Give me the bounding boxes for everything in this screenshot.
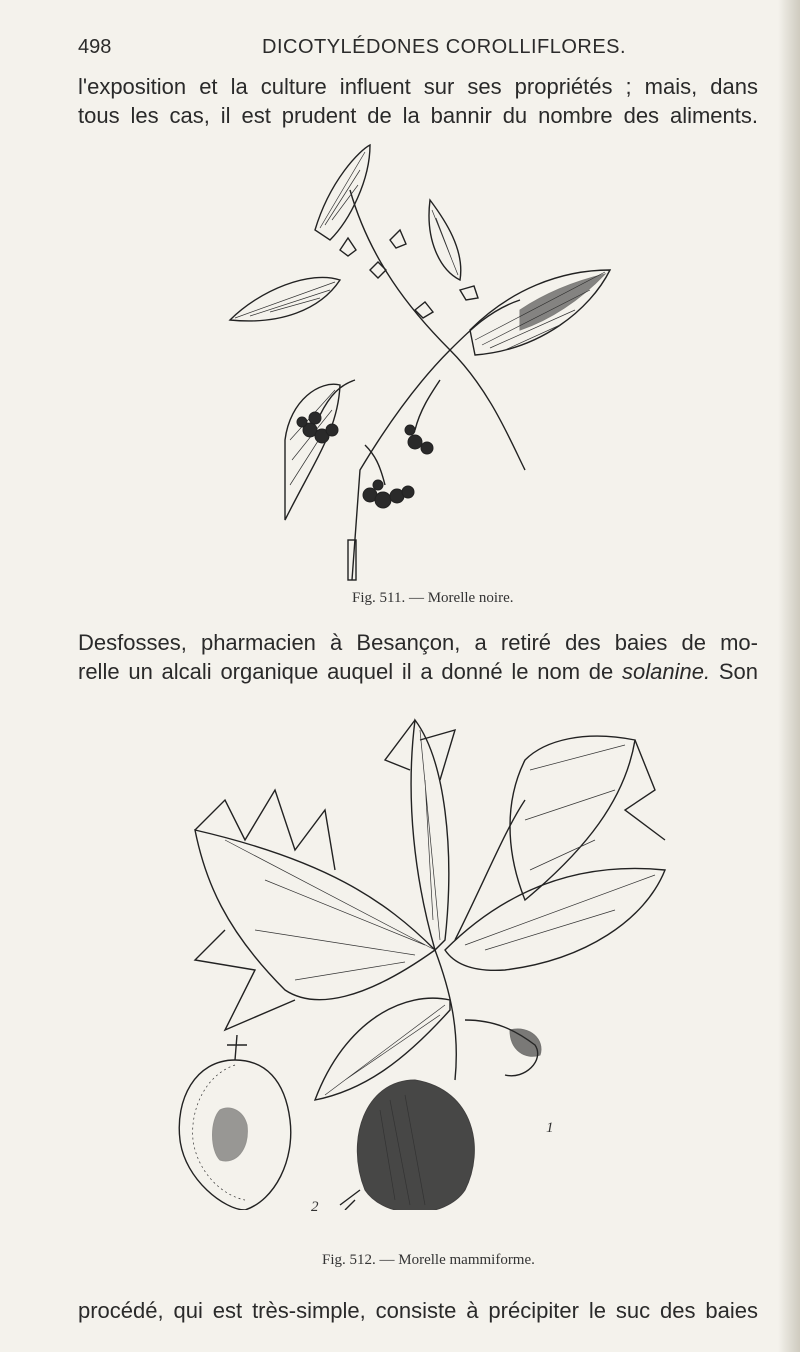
text-line: procédé, qui est très-simple, consiste à précipiter le suc des baies [78, 1298, 758, 1323]
figure-morelle-mammiforme-illustration [165, 700, 675, 1210]
paragraph-bottom [78, 1296, 758, 1325]
figure-511-caption: Fig. 511. — Morelle noire. [352, 590, 514, 606]
text-run: relle un alcali organique auquel il a donné le nom de [78, 659, 623, 684]
figure-512-caption: Fig. 512. — Morelle mammiforme. [322, 1252, 535, 1268]
page-edge-shadow [778, 0, 800, 1352]
paragraph-middle [78, 628, 758, 686]
page-number: 498 [78, 36, 112, 58]
figure-morelle-noire-illustration [220, 140, 620, 590]
running-title: DICOTYLÉDONES COROLLIFLORES. [262, 36, 627, 58]
text-line: tous les cas, il est prudent de la bannir du nombre des aliments. [78, 103, 758, 128]
figure-512-label-detail: 2 [311, 1199, 319, 1215]
figure-512-label-main: 1 [546, 1120, 554, 1136]
paragraph-top [78, 72, 758, 130]
italic-term-solanine: solanine. [622, 659, 711, 684]
text-line: l'exposition et la culture influent sur ses propriétés ; mais, dans [78, 74, 758, 99]
page-header [78, 36, 768, 66]
text-line: Desfosses, pharmacien à Besançon, a retiré des baies de mo- [78, 630, 758, 655]
text-line [78, 657, 758, 686]
text-run: Son [710, 659, 758, 684]
